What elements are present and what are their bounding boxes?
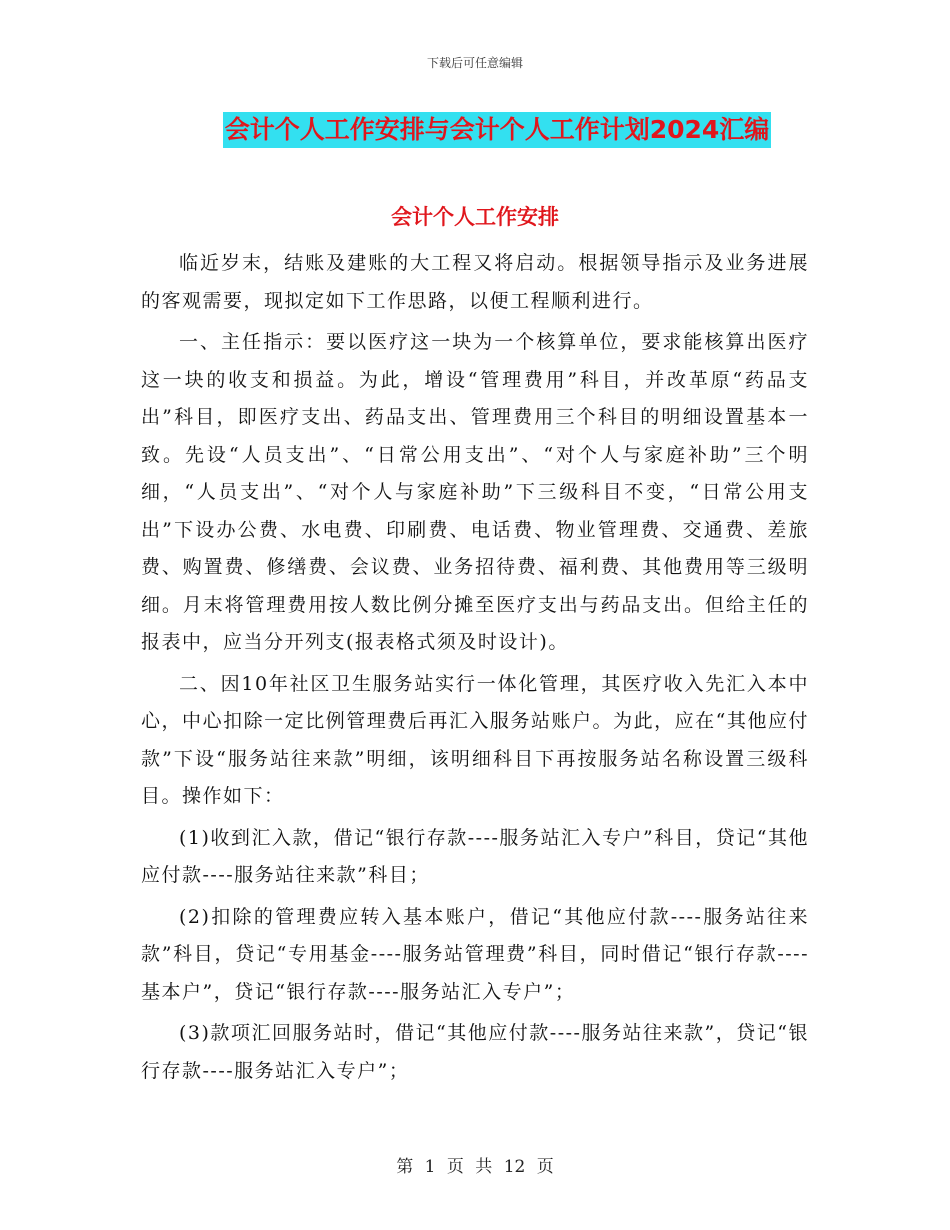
document-body bbox=[141, 245, 809, 1094]
header-note: 下载后可任意编辑 bbox=[426, 56, 523, 70]
section-title: 会计个人工作安排 bbox=[391, 205, 559, 229]
paragraph: 二、因10年社区卫生服务站实行一体化管理，其医疗收入先汇入本中心，中心扣除一定比例管理费后再汇入服务站账户。为此，应在“其他应付款”下设“服务站往来款”明细，该明细科目下再按服务站名称设置三级科目。操作如下： bbox=[141, 672, 809, 807]
paragraph: 临近岁末，结账及建账的大工程又将启动。根据领导指示及业务进展的客观需要，现拟定如下工作思路，以便工程顺利进行。 bbox=[141, 252, 809, 312]
paragraph: (1)收到汇入款，借记“银行存款----服务站汇入专户”科目，贷记“其他应付款----服务站往来款”科目； bbox=[141, 826, 809, 886]
paragraph: (3)款项汇回服务站时，借记“其他应付款----服务站往来款”，贷记“银行存款----服务站汇入专户”； bbox=[141, 1022, 809, 1082]
paragraph: (2)扣除的管理费应转入基本账户，借记“其他应付款----服务站往来款”科目，贷记“专用基金----服务站管理费”科目，同时借记“银行存款----基本户”，贷记“银行存款----服务站汇入专户”； bbox=[141, 905, 809, 1003]
paragraph: 一、主任指示：要以医疗这一块为一个核算单位，要求能核算出医疗这一块的收支和损益。为此，增设“管理费用”科目，并改革原“药品支出”科目，即医疗支出、药品支出、管理费用三个科目的明细设置基本一致。先设“人员支出”、“日常公用支出”、“对个人与家庭补助”三个明细，“人员支出”、“对个人与家庭补助”下三级科目不变，“日常公用支出”下设办公费、水电费、印刷费、电话费、物业管理费、交通费、差旅费、购置费、修缮费、会议费、业务招待费、福利费、其他费用等三级明细。月末将管理费用按人数比例分摊至医疗支出与药品支出。但给主任的报表中，应当分开列支(报表格式须及时设计)。 bbox=[141, 331, 809, 653]
document-title-wrap bbox=[0, 112, 950, 148]
page-footer: 第 1 页 共 12 页 bbox=[396, 1157, 554, 1177]
document-title: 会计个人工作安排与会计个人工作计划2024汇编 bbox=[223, 112, 772, 148]
